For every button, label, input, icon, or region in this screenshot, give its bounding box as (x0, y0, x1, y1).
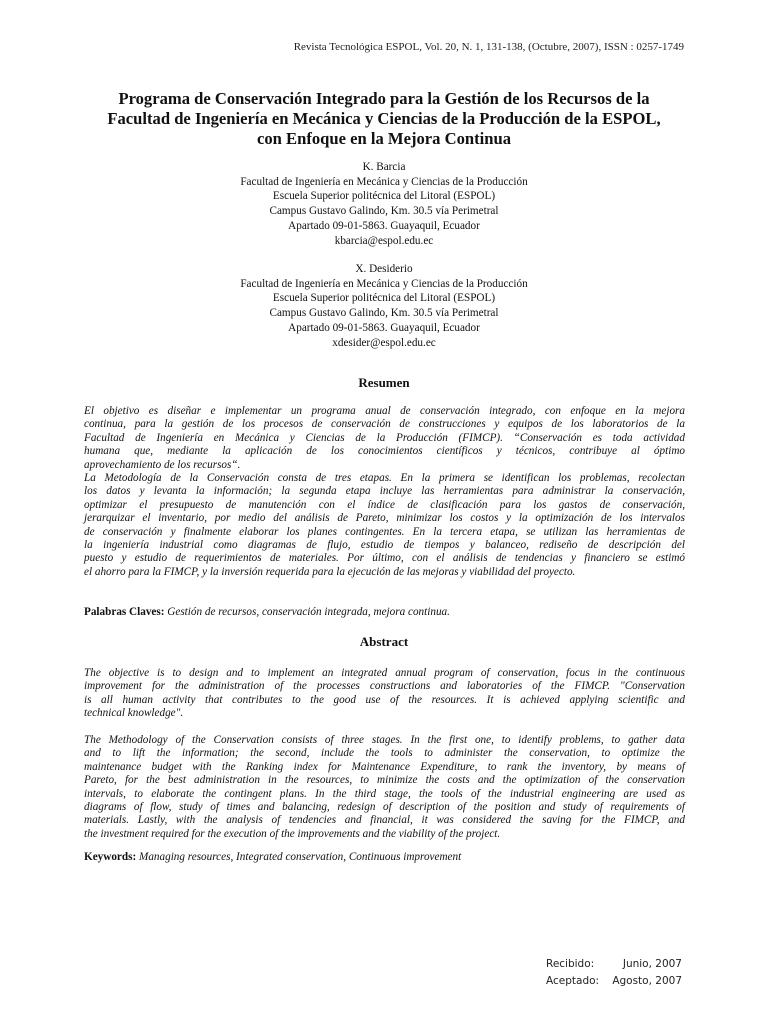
resumen-heading: Resumen (358, 375, 410, 390)
submission-dates (546, 956, 682, 990)
keywords (84, 851, 461, 863)
text-line: is all human activity that contributes to the good use of the resources. It is achieved applying scientific and (84, 693, 685, 706)
author-affiliation-line: Apartado 09-01-5863. Guayaquil, Ecuador (288, 219, 480, 232)
text-line: The objective is to design and to implement an integrated annual program of conservation, focus in the continuous (84, 667, 685, 679)
abstract-paragraph-2 (84, 734, 685, 841)
title-line: con Enfoque en la Mejora Continua (257, 129, 511, 148)
author-affiliation-line: Apartado 09-01-5863. Guayaquil, Ecuador (288, 321, 480, 334)
author-affiliation-line: Facultad de Ingeniería en Mecánica y Ciencias de la Producción (240, 175, 528, 188)
author-name: X. Desiderio (355, 263, 413, 275)
author-name: K. Barcia (362, 161, 406, 173)
received-value: Junio, 2007 (622, 958, 682, 970)
text-line: Facultad de Ingeniería en Mecánica y Ciencias de la Producción (FIMCP). “Conservación es toda actividad (84, 431, 685, 444)
text-line: continua, para la gestión de los procesos de conservación de construcciones y equipos de los laboratorios de la (84, 418, 685, 431)
paper-title (84, 89, 684, 149)
text-line: el ahorro para la FIMCP, y la inversión requerida para la ejecución de las mejoras y viabilidad del proyecto. (84, 565, 576, 578)
journal-header: Revista Tecnológica ESPOL, Vol. 20, N. 1, 131-138, (Octubre, 2007), ISSN : 0257-1749 (293, 41, 684, 53)
text-line: diagrams of flow, study of times and balancing, redesign of description of the position and study of requirements of (84, 801, 685, 814)
author-affiliation-line: Facultad de Ingeniería en Mecánica y Ciencias de la Producción (240, 277, 528, 290)
author-email[interactable]: xdesider@espol.edu.ec (332, 336, 436, 349)
text-line: maintenance budget with the Ranking index for Maintenance Expenditure, to rank the inventory, by means of (84, 760, 685, 773)
text-line: aprovechamiento de los recursos“. (84, 458, 241, 471)
received-row (546, 956, 682, 973)
text-line: El objetivo es diseñar e implementar un programa anual de conservación integrado, con enfoque en la mejora (84, 405, 685, 417)
text-line: intervals, to elaborate the contingent plans. In the third stage, the tools of the industrial engineering are used as (84, 787, 685, 800)
palabras-claves (84, 606, 450, 618)
author-affiliation-line: Escuela Superior politécnica del Litoral (ESPOL) (272, 292, 496, 305)
title-line: Programa de Conservación Integrado para la Gestión de los Recursos de la (118, 89, 650, 108)
text-line: los datos y levanta la información; la segunda etapa incluye las herramientas para administrar la conservación, (84, 485, 685, 498)
author-block-1 (84, 160, 684, 248)
text-line: the investment required for the execution of the improvements and the viability of the project. (84, 827, 501, 840)
author-affiliation-line: Escuela Superior politécnica del Litoral (ESPOL) (272, 190, 496, 203)
abstract-heading: Abstract (359, 634, 409, 649)
keywords-value: Managing resources, Integrated conservation, Continuous improvement (139, 851, 462, 863)
text-line: jerarquizar el inventario, por medio del análisis de Pareto, minimizar los costos y la optimización de los intervalos (84, 512, 685, 525)
author-block-2 (84, 262, 684, 350)
text-line: puesto y estudio de requerimientos de materiales. Por último, con el análisis de tendencias y financiero se estimó (84, 552, 685, 565)
abstract-paragraph-1 (84, 667, 685, 721)
author-affiliation-line: Campus Gustavo Galindo, Km. 30.5 vía Perimetral (269, 205, 499, 218)
accepted-value: Agosto, 2007 (612, 975, 682, 987)
text-line: la ingeniería industrial como diagramas de flujo, estudio de tiempos y balanceo, rediseño de descripción del (84, 539, 685, 552)
text-line: La Metodología de la Conservación consta de tres etapas. En la primera se identifican los problemas, recolectan (84, 472, 685, 484)
title-line: Facultad de Ingeniería en Mecánica y Ciencias de la Producción de la ESPOL, (107, 109, 661, 128)
text-line: and to lift the information; the second, include the tools to administer the conservation, to optimize the (84, 747, 685, 760)
text-line: materials. Lastly, with the analysis of tendencies and financial, it was considered the saving for the FIMCP, and (84, 814, 685, 827)
text-line: de conservación y finalmente elaborar los planes contingentes. En la tercera etapa, se utilizan las herramientas de (84, 525, 685, 538)
text-line: Pareto, for the best administration in the resources, to minimize the costs and the optimization of the conservation (84, 774, 685, 787)
author-affiliation-line: Campus Gustavo Galindo, Km. 30.5 vía Perimetral (269, 307, 499, 320)
received-label: Recibido: (546, 958, 595, 970)
resumen-paragraph-2 (84, 472, 685, 579)
text-line: humana que, mediante la aplicación de los conocimientos científicos y técnicos, contribuye al óptimo (84, 445, 685, 458)
text-line: technical knowledge". (84, 707, 184, 720)
keywords-label: Palabras Claves: (84, 606, 165, 618)
author-email[interactable]: kbarcia@espol.edu.ec (334, 234, 434, 247)
text-line: improvement for the administration of the processes constructions and laboratories of the FIMCP. "Conservation (84, 680, 685, 693)
text-line: The Methodology of the Conservation consists of three stages. In the first one, to identify problems, to gather data (84, 734, 685, 746)
resumen-paragraph-1 (84, 405, 685, 472)
keywords-label: Keywords: (84, 851, 137, 863)
text-line: optimizar el presupuesto de manutención con el índice de clasificación para los gastos de conservación, (84, 498, 685, 511)
accepted-label: Aceptado: (546, 975, 600, 987)
keywords-value: Gestión de recursos, conservación integrada, mejora continua. (167, 606, 450, 618)
accepted-row (546, 973, 682, 990)
